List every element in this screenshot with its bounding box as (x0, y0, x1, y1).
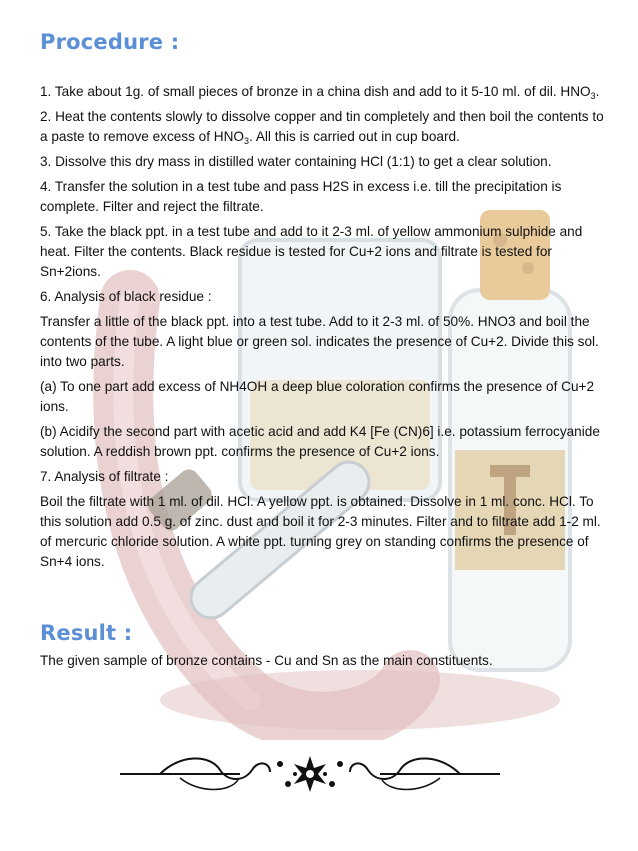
procedure-step (40, 287, 612, 307)
step-text: . All this is carried out in cup board. (249, 129, 460, 144)
step-text: 3. Dissolve this dry mass in distilled water containing HCl (1:1) to get a clear solution. (40, 154, 552, 169)
step-text: Transfer a little of the black ppt. into a test tube. Add to it 2-3 ml. of 50%. HNO3 and boil the contents of the tube. A light blue or green sol. indicates the presence of Cu+2. Divide this sol. into two parts. (40, 314, 599, 369)
step-text: (a) To one part add excess of NH4OH a deep blue coloration confirms the presence of Cu+2 ions. (40, 379, 595, 414)
procedure-step (40, 377, 612, 417)
subscript: 3 (244, 136, 250, 146)
procedure-step (40, 107, 612, 147)
step-text: . (595, 84, 600, 99)
procedure-heading: Procedure : (40, 30, 180, 54)
procedure-step (40, 312, 612, 372)
decorative-divider-icon (120, 748, 500, 800)
procedure-step (40, 152, 612, 172)
step-text: 5. Take the black ppt. in a test tube and add to it 2-3 ml. of yellow ammonium sulphide and heat. Filter the contents. Black residue is tested for Cu+2 ions and filtrate is tested for Sn+2ions. (40, 224, 583, 279)
step-text: Boil the filtrate with 1 ml. of dil. HCl. A yellow ppt. is obtained. Dissolve in 1 ml. conc. HCl. To this solution add 0.5 g. of zinc. dust and boil it for 2-3 minutes. Filter and to filtrate add 1-2 ml. of mercuric chloride solution. A white ppt. turning grey on standing confirms the presence of Sn+4 ions. (40, 494, 601, 569)
procedure-step (40, 82, 612, 102)
step-text: (b) Acidify the second part with acetic acid and add K4 [Fe (CN)6] i.e. potassium ferrocyanide solution. A reddish brown ppt. confirms the presence of Cu+2 ions. (40, 424, 600, 459)
procedure-step (40, 492, 612, 572)
procedure-step (40, 422, 612, 462)
step-text: 7. Analysis of filtrate : (40, 469, 169, 484)
result-text: The given sample of bronze contains - Cu and Sn as the main constituents. (40, 653, 493, 668)
procedure-steps (40, 82, 612, 577)
procedure-step (40, 177, 612, 217)
step-text: 6. Analysis of black residue : (40, 289, 212, 304)
procedure-step (40, 467, 612, 487)
procedure-step (40, 222, 612, 282)
step-text: 4. Transfer the solution in a test tube and pass H2S in excess i.e. till the precipitation is complete. Filter and reject the filtrate. (40, 179, 562, 214)
result-heading: Result : (40, 621, 133, 645)
step-text: 1. Take about 1g. of small pieces of bronze in a china dish and add to it 5-10 ml. of dil. HNO (40, 84, 591, 99)
step-text: 2. Heat the contents slowly to dissolve copper and tin completely and then boil the contents to a paste to remove excess of HNO (40, 109, 604, 144)
subscript: 3 (590, 91, 596, 101)
